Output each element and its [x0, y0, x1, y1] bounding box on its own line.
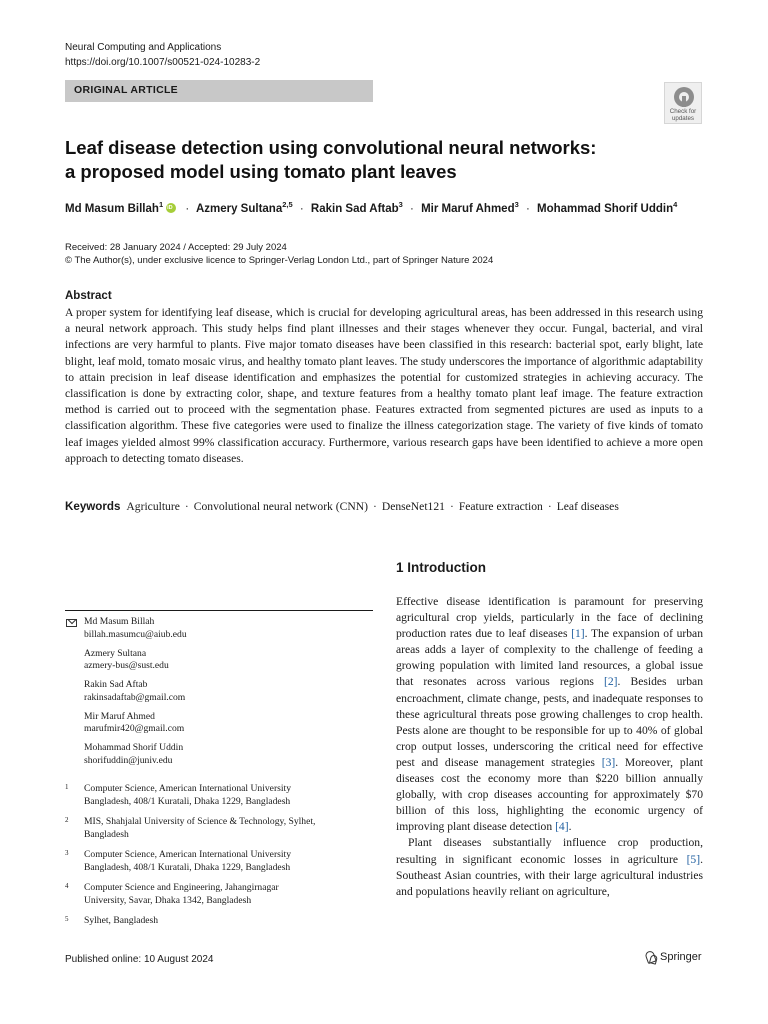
publisher-name: Springer	[660, 950, 702, 963]
contact-email[interactable]: rakinsadaftab@gmail.com	[84, 691, 186, 703]
citation-link[interactable]: [2]	[604, 675, 618, 689]
correspondence-block	[65, 616, 373, 774]
citation-link[interactable]: [4]	[555, 820, 569, 834]
affiliation-line: Bangladesh, 408/1 Kuratali, Dhaka 1229, Bangladesh	[84, 861, 291, 873]
contact-entry	[65, 616, 373, 641]
affiliation-number: 1	[65, 783, 69, 791]
paragraph-text: . Southeast Asian countries, with their large agricultural industries and populations heavily reliant on agriculture,	[396, 852, 703, 898]
citation-link[interactable]: [3]	[601, 755, 616, 769]
doi-link[interactable]: https://doi.org/10.1007/s00521-024-10283-2	[65, 57, 261, 68]
affiliation-number: 2	[65, 816, 69, 824]
springer-horse-icon	[644, 950, 657, 963]
affiliation-line: Computer Science and Engineering, Jahangirnagar	[84, 882, 279, 893]
author-affiliation-mark: 4	[673, 200, 678, 209]
article-title-line-1: Leaf disease detection using convolutional neural networks:	[65, 137, 597, 158]
footnote-divider	[65, 610, 373, 611]
keyword-separator: ·	[449, 500, 454, 513]
author-separator: ·	[299, 203, 304, 215]
affiliation-line: Computer Science, American International University	[84, 783, 292, 794]
paragraph-text: . Moreover, plant diseases cost the economy more than $220 billion annually globally, with crop diseases accounting for approximately $70 billion of this loss, highlighting the economic urgency of improving plant disease detection	[396, 755, 703, 834]
article-type-label: ORIGINAL ARTICLE	[74, 84, 178, 96]
author-affiliation-mark: 3	[398, 200, 403, 209]
author-name[interactable]: Mir Maruf Ahmed	[421, 203, 515, 215]
author-separator: ·	[525, 203, 530, 215]
copyright-notice: © The Author(s), under exclusive licence to Springer-Verlag London Ltd., part of Springer Nature 2024	[65, 255, 494, 266]
affiliation-entry	[65, 816, 373, 841]
affiliation-line: Bangladesh	[84, 828, 129, 840]
affiliation-entry	[65, 882, 373, 907]
affiliation-line: Bangladesh, 408/1 Kuratali, Dhaka 1229, Bangladesh	[84, 795, 291, 807]
affiliation-entry	[65, 849, 373, 874]
affiliation-line: Sylhet, Bangladesh	[84, 915, 159, 926]
contact-name: Rakin Sad Aftab	[84, 679, 148, 690]
check-for-updates-badge[interactable]	[664, 82, 702, 124]
affiliation-line: Computer Science, American International University	[84, 849, 292, 860]
published-online-date: Published online: 10 August 2024	[65, 954, 214, 965]
introduction-paragraph	[396, 835, 703, 899]
article-title-line-2: a proposed model using tomato plant leaves	[65, 161, 457, 182]
affiliation-line: MIS, Shahjalal University of Science & Technology, Sylhet,	[84, 816, 316, 827]
keyword: Feature extraction	[458, 500, 543, 513]
contact-email[interactable]: azmery-bus@sust.edu	[84, 660, 169, 671]
keywords-label: Keywords	[65, 500, 121, 513]
abstract-body: A proper system for identifying leaf disease, which is crucial for developing agricultural areas, has been addressed in this research using a neural network approach. This study helps find plant illnesses and their stages whenever they occur. Fungal, bacterial, and viral infections are very harmful to plants. Five major tomato diseases have been classified in this research: bacterial spot, early blight, late blight, leaf mold, tomato mosaic virus, and healthy tomato plant leaves. The study underscores the importance of algorithmic adaptability to attain precision in leaf disease identification and emphasizes the potential for customized strategies in achieving accuracy. The classification is done by extracting color, shape, and texture features from a healthy tomato plant leaf image. The feature extraction method is carried out to proceed with the segmentation phase. Features extracted from segmented pictures are used as inputs to a classification algorithm. These five categories were used to finalize the illness categorization stage. The variety of five kinds of tomato leaf images yielded almost 99% classification accuracy. Furthermore, various research gaps have been identified to achieve a more open approach to detecting tomato diseases.	[65, 306, 703, 465]
author-separator: ·	[185, 203, 190, 215]
contact-entry	[65, 742, 373, 767]
keyword: Convolutional neural network (CNN)	[193, 500, 368, 513]
orcid-icon[interactable]	[166, 203, 176, 213]
author-name[interactable]: Rakin Sad Aftab	[310, 203, 399, 215]
affiliation-line: University, Savar, Dhaka 1342, Bangladesh	[84, 894, 252, 906]
author-affiliation-mark: 1	[158, 200, 164, 209]
affiliation-entry	[65, 915, 373, 928]
paragraph-text: . The expansion of urban areas adds a layer of complexity to the challenge of feeding a growing population with limited land resources, a global issue that resonates across various regions	[396, 627, 703, 689]
article-title	[65, 136, 625, 184]
abstract-heading: Abstract	[65, 290, 112, 302]
contact-name: Azmery Sultana	[84, 647, 147, 659]
keyword-separator: ·	[184, 500, 189, 513]
affiliation-number: 5	[65, 915, 69, 923]
springer-logo[interactable]	[644, 950, 702, 963]
author-list	[65, 200, 678, 215]
contact-entry	[65, 711, 373, 736]
affiliation-entry	[65, 783, 373, 808]
contact-email[interactable]: marufmir420@gmail.com	[84, 723, 185, 734]
affiliation-number: 4	[65, 882, 69, 890]
contact-name: Md Masum Billah	[84, 616, 155, 627]
contact-entry	[65, 679, 373, 704]
journal-name: Neural Computing and Applications	[65, 42, 222, 53]
keyword-separator: ·	[372, 500, 377, 513]
citation-link[interactable]: [1]	[571, 627, 585, 641]
article-type-bar	[65, 80, 373, 102]
affiliations-block	[65, 783, 373, 936]
contact-email[interactable]: billah.masumcu@aiub.edu	[84, 628, 187, 640]
author-separator: ·	[410, 203, 414, 215]
author-name[interactable]: Mohammad Shorif Uddin	[537, 203, 674, 215]
paragraph-text: .	[568, 820, 572, 834]
paragraph-text: Plant diseases substantially influence crop production, resulting in significant economic losses in agriculture	[396, 836, 703, 866]
contact-entry	[65, 648, 373, 673]
section-heading-introduction: 1 Introduction	[396, 560, 486, 575]
received-accepted-dates: Received: 28 January 2024 / Accepted: 29 July 2024	[65, 242, 287, 253]
keyword: DenseNet121	[381, 500, 445, 513]
keyword: Agriculture	[126, 500, 180, 513]
paragraph-text: Effective disease identification is paramount for preserving agricultural crop yields, particularly in the face of declining production rates due to leaf diseases	[396, 595, 703, 641]
check-for-updates-text: Check for updates	[669, 108, 697, 122]
author-name[interactable]: Azmery Sultana	[195, 203, 283, 215]
contact-name: Mohammad Shorif Uddin	[84, 742, 184, 753]
paragraph-text: . Besides urban encroachment, climate change, pests, and inadequate responses to these agricultural threats pose growing challenges to crop health. Pests alone are thought to be responsible for up to 40% of global crop output losses, underscoring the critical need for effective pest and disease management strategies	[396, 675, 703, 769]
author-name[interactable]: Md Masum Billah	[65, 203, 159, 215]
keyword-separator: ·	[547, 500, 552, 513]
author-affiliation-mark: 2,5	[282, 200, 293, 209]
affiliation-number: 3	[65, 849, 69, 857]
contact-email[interactable]: shorifuddin@juniv.edu	[84, 754, 173, 766]
check-for-updates-icon	[674, 87, 694, 107]
mail-icon	[66, 619, 77, 627]
contact-name: Mir Maruf Ahmed	[84, 710, 155, 722]
keyword: Leaf diseases	[556, 500, 619, 513]
keywords-line	[65, 499, 619, 515]
introduction-paragraph	[396, 594, 703, 835]
citation-link[interactable]: [5]	[686, 852, 701, 866]
author-affiliation-mark: 3	[514, 200, 519, 209]
introduction-body	[396, 594, 703, 900]
